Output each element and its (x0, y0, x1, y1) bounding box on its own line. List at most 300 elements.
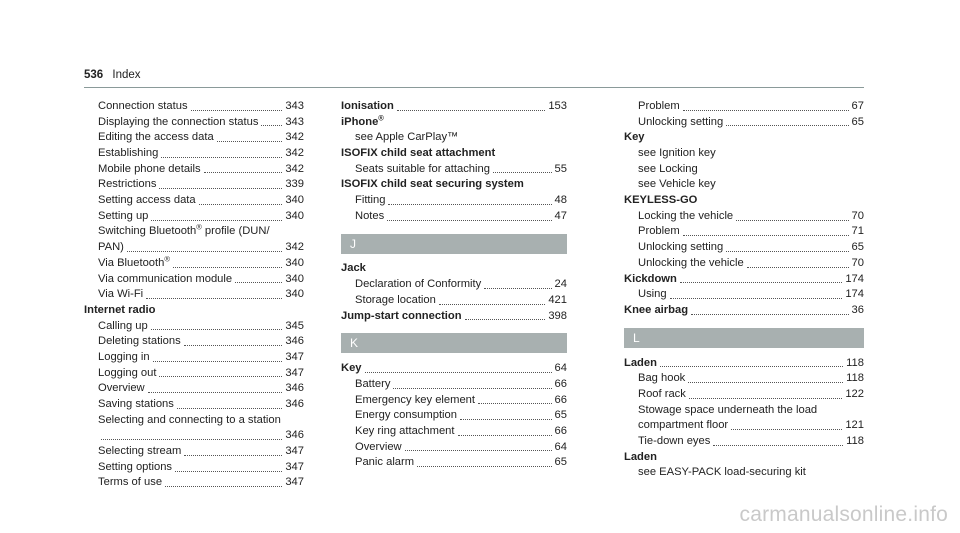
index-entry (84, 193, 304, 209)
index-entry (84, 99, 304, 115)
index-heading (341, 112, 567, 131)
leader-dots (191, 110, 283, 111)
index-heading (341, 361, 567, 377)
page-ref: 346 (285, 335, 304, 348)
entry-text (638, 224, 680, 240)
index-heading (624, 130, 864, 146)
leader-dots (465, 319, 546, 320)
leader-dots (683, 235, 849, 236)
leader-dots (736, 220, 848, 221)
entry-text (624, 450, 657, 466)
entry-text (98, 162, 201, 178)
entry-text (638, 465, 806, 481)
index-entry (84, 381, 304, 397)
index-entry (341, 377, 567, 393)
entry-label: Unlocking setting (638, 241, 724, 254)
index-entry (84, 319, 304, 335)
page-ref: 66 (554, 377, 567, 390)
entry-label: Bag hook (638, 372, 686, 385)
entry-label: Panic alarm (355, 456, 415, 469)
entry-label: Overview (355, 440, 402, 453)
entry-text (355, 130, 458, 146)
index-heading (84, 303, 304, 319)
index-column-2 (341, 99, 567, 471)
letter-heading-k: K (341, 333, 567, 353)
entry-label: Fitting (355, 194, 386, 207)
entry-text (355, 162, 490, 178)
entry-text (624, 272, 677, 288)
leader-dots (101, 439, 282, 440)
registered-mark: ® (378, 112, 384, 122)
leader-dots (175, 471, 282, 472)
entry-label: Calling up (98, 319, 148, 332)
entry-text (638, 209, 733, 225)
page-ref: 66 (554, 424, 567, 437)
entry-text (341, 177, 524, 193)
entry-label: Storage location (355, 293, 436, 306)
index-entry (84, 413, 304, 429)
entry-label: Establishing (98, 147, 159, 160)
page-ref: 342 (285, 131, 304, 144)
index-entry (84, 428, 304, 444)
entry-label: see Ignition key (638, 147, 716, 160)
entry-text (84, 303, 155, 319)
entry-label: Via Bluetooth (98, 256, 165, 269)
index-entry (84, 222, 304, 241)
leader-dots (151, 220, 282, 221)
page-ref: 340 (285, 288, 304, 301)
header-divider (84, 87, 864, 88)
entry-text (98, 475, 162, 491)
entry-label: Via Wi-Fi (98, 288, 144, 301)
index-entry (624, 177, 864, 193)
index-entry (84, 444, 304, 460)
entry-text (638, 256, 744, 272)
entry-label: Logging in (98, 350, 150, 363)
index-entry (624, 418, 864, 434)
index-entry (84, 334, 304, 350)
index-entry (624, 209, 864, 225)
entry-text (98, 444, 181, 460)
page-ref: 118 (846, 435, 864, 448)
entry-label: Mobile phone details (98, 162, 201, 175)
leader-dots (747, 267, 849, 268)
leader-dots (660, 366, 843, 367)
leader-dots (731, 429, 842, 430)
leader-dots (127, 251, 282, 252)
entry-label: Problem (638, 225, 680, 238)
entry-text (341, 261, 366, 277)
entry-text (638, 115, 723, 131)
leader-dots (148, 392, 283, 393)
entry-label: PAN) (98, 241, 124, 254)
leader-dots (689, 398, 842, 399)
entry-text (98, 397, 174, 413)
leader-dots (159, 188, 282, 189)
leader-dots (484, 288, 551, 289)
page-ref: 339 (285, 178, 304, 191)
watermark: carmanualsonline.info (739, 503, 948, 526)
index-group-j (341, 262, 567, 325)
entry-label: Selecting and connecting to a station (98, 413, 281, 426)
entry-text (355, 393, 475, 409)
index-heading (624, 303, 864, 319)
page-ref: 64 (554, 362, 567, 375)
index-entry (624, 99, 864, 115)
entry-label: Overview (98, 382, 145, 395)
page-ref: 65 (851, 115, 864, 128)
leader-dots (726, 125, 848, 126)
index-entry (84, 476, 304, 492)
entry-text (355, 293, 436, 309)
index-heading (624, 450, 864, 466)
entry-label: Displaying the connection status (98, 115, 259, 128)
entry-text (355, 424, 455, 440)
page-ref: 153 (548, 99, 567, 112)
entry-label: ISOFIX child seat attachment (341, 147, 496, 160)
index-entry (341, 162, 567, 178)
leader-dots (691, 314, 849, 315)
page-ref: 343 (285, 99, 304, 112)
index-entry (341, 424, 567, 440)
page-ref: 342 (285, 241, 304, 254)
page-ref: 36 (851, 303, 864, 316)
leader-dots (204, 172, 283, 173)
page-ref: 47 (554, 209, 567, 222)
entry-text (98, 240, 124, 256)
index-entry (84, 162, 304, 178)
leader-dots (146, 298, 282, 299)
leader-dots (726, 251, 848, 252)
entry-text (341, 309, 462, 325)
entry-text (355, 209, 384, 225)
entry-label: Locking the vehicle (638, 209, 734, 222)
index-group-k (341, 361, 567, 471)
entry-label: ISOFIX child seat securing system (341, 178, 524, 191)
page-ref: 67 (851, 99, 864, 112)
entry-text (98, 146, 158, 162)
index-entry (341, 277, 567, 293)
index-entry (341, 193, 567, 209)
page-ref: 340 (285, 256, 304, 269)
entry-text (98, 381, 145, 397)
entry-text (341, 146, 495, 162)
entry-text (98, 319, 148, 335)
entry-text (355, 377, 390, 393)
index-heading (341, 309, 567, 325)
index-entry (341, 455, 567, 471)
entry-label: Unlocking the vehicle (638, 256, 744, 269)
index-entry (624, 465, 864, 481)
leader-dots (177, 408, 282, 409)
entry-label: compartment floor (638, 419, 729, 432)
entry-text (341, 361, 362, 377)
entry-text (624, 193, 697, 209)
letter-heading-l: L (624, 328, 864, 348)
entry-text (355, 408, 457, 424)
entry-label: Battery (355, 377, 391, 390)
page-ref: 342 (285, 162, 304, 175)
page-ref: 70 (851, 209, 864, 222)
index-column-3 (624, 99, 864, 481)
index-entry (624, 287, 864, 303)
entry-text (638, 177, 716, 193)
index-entry (624, 162, 864, 178)
index-heading (624, 193, 864, 209)
page-ref: 398 (548, 309, 567, 322)
entry-text (638, 287, 667, 303)
page-header (84, 69, 141, 81)
index-group-k-cont (624, 99, 864, 319)
leader-dots (173, 267, 282, 268)
page-ref: 55 (554, 162, 567, 175)
entry-text (355, 455, 414, 471)
entry-label: iPhone (341, 115, 379, 128)
leader-dots (165, 486, 282, 487)
page-ref: 48 (554, 194, 567, 207)
index-entry (341, 130, 567, 146)
index-entry (341, 293, 567, 309)
entry-text (98, 177, 156, 193)
page-ref: 346 (285, 429, 304, 442)
entry-label: Connection status (98, 99, 188, 112)
entry-text (341, 112, 384, 131)
entry-label: see EASY-PACK load-securing kit (638, 466, 806, 479)
entry-text (341, 99, 394, 115)
entry-label: Restrictions (98, 178, 157, 191)
entry-text (98, 350, 150, 366)
index-column-1 (84, 99, 304, 491)
entry-label-cont: profile (DUN/ (201, 225, 270, 238)
index-entry (341, 209, 567, 225)
leader-dots (388, 204, 551, 205)
page-ref: 174 (845, 288, 864, 301)
entry-text (624, 303, 688, 319)
index-entry (624, 387, 864, 403)
page-ref: 345 (285, 319, 304, 332)
entry-text (98, 209, 148, 225)
leader-dots (439, 304, 545, 305)
index-entry (624, 434, 864, 450)
entry-label: KEYLESS-GO (624, 194, 698, 207)
entry-label: Editing the access data (98, 131, 214, 144)
leader-dots (405, 450, 552, 451)
index-heading (624, 272, 864, 288)
leader-dots (151, 329, 283, 330)
entry-text (98, 99, 188, 115)
registered-mark: ® (196, 222, 202, 232)
entry-text (98, 460, 172, 476)
entry-text (98, 224, 270, 240)
letter-heading-j: J (341, 234, 567, 254)
leader-dots (417, 466, 551, 467)
entry-text (624, 130, 645, 146)
index-entry (84, 115, 304, 131)
entry-label: Ionisation (341, 99, 394, 112)
entry-label: Setting options (98, 460, 173, 473)
entry-text (98, 115, 258, 131)
index-entry (624, 115, 864, 131)
leader-dots (365, 372, 552, 373)
leader-dots (261, 125, 282, 126)
section-title: Index (112, 69, 141, 81)
entry-label: Knee airbag (624, 303, 689, 316)
entry-text (98, 130, 214, 146)
index-heading (341, 177, 567, 193)
leader-dots (688, 382, 843, 383)
entry-label: Deleting stations (98, 335, 181, 348)
entry-label: see Locking (638, 162, 698, 175)
entry-label: Notes (355, 209, 385, 222)
entry-label: Logging out (98, 366, 157, 379)
entry-label: Jump-start connection (341, 309, 462, 322)
page-ref: 65 (851, 241, 864, 254)
leader-dots (493, 172, 552, 173)
index-entry (84, 272, 304, 288)
index-entry (84, 177, 304, 193)
leader-dots (184, 345, 283, 346)
entry-text (98, 256, 170, 272)
leader-dots (184, 455, 282, 456)
page-ref: 340 (285, 209, 304, 222)
entry-text (638, 434, 710, 450)
page-ref: 340 (285, 272, 304, 285)
page-ref: 346 (285, 398, 304, 411)
page-number: 536 (84, 69, 104, 81)
index-entry (84, 256, 304, 272)
page-ref: 71 (851, 225, 864, 238)
index-entry (624, 146, 864, 162)
page-ref: 70 (851, 256, 864, 269)
index-entry (624, 240, 864, 256)
page-ref: 342 (285, 147, 304, 160)
page-ref: 347 (285, 366, 304, 379)
entry-text (355, 193, 385, 209)
page-ref: 346 (285, 382, 304, 395)
entry-text (98, 366, 156, 382)
entry-text (638, 162, 698, 178)
entry-label: Jack (341, 262, 366, 275)
registered-mark: ® (164, 254, 170, 264)
entry-text (638, 403, 817, 419)
entry-label: Internet radio (84, 303, 156, 316)
entry-label: Laden (624, 450, 657, 463)
entry-label: Key (624, 131, 645, 144)
entry-label: Energy consumption (355, 409, 457, 422)
entry-label: Laden (624, 356, 657, 369)
page-ref: 174 (845, 272, 864, 285)
index-entry (341, 440, 567, 456)
entry-label: Emergency key element (355, 393, 476, 406)
index-entry (624, 256, 864, 272)
entry-label: see Vehicle key (638, 178, 716, 191)
leader-dots (159, 376, 282, 377)
leader-dots (387, 220, 551, 221)
index-entry (341, 408, 567, 424)
entry-label: Tie-down eyes (638, 435, 711, 448)
entry-text (98, 287, 143, 303)
leader-dots (153, 361, 283, 362)
index-entry (84, 240, 304, 256)
index-heading (624, 356, 864, 372)
entry-label: Key (341, 362, 362, 375)
entry-label: Switching Bluetooth (98, 225, 197, 238)
leader-dots (713, 445, 843, 446)
index-entry (84, 397, 304, 413)
index-heading (341, 99, 567, 115)
index-entry (84, 460, 304, 476)
page-ref: 347 (285, 476, 304, 489)
entry-label: Declaration of Conformity (355, 278, 482, 291)
index-entry (84, 209, 304, 225)
page-ref: 24 (554, 278, 567, 291)
entry-label: see Apple CarPlay™ (355, 131, 459, 144)
entry-text (638, 146, 716, 162)
index-entry (84, 130, 304, 146)
entry-text (98, 272, 232, 288)
index-entry (624, 225, 864, 241)
index-heading (341, 146, 567, 162)
page-ref: 118 (846, 372, 864, 385)
entry-label: Problem (638, 99, 680, 112)
index-entry (624, 403, 864, 419)
entry-text (98, 334, 181, 350)
page-ref: 65 (554, 456, 567, 469)
index-group-i (341, 99, 567, 225)
entry-text (638, 371, 685, 387)
index-heading (341, 262, 567, 278)
entry-label: Via communication module (98, 272, 233, 285)
entry-label: Setting access data (98, 194, 196, 207)
leader-dots (670, 298, 843, 299)
entry-text (638, 418, 728, 434)
entry-label: Key ring attachment (355, 424, 455, 437)
page-ref: 66 (554, 393, 567, 406)
entry-text (98, 193, 196, 209)
page-ref: 121 (845, 419, 864, 432)
entry-label: Roof rack (638, 387, 686, 400)
entry-label: Terms of use (98, 476, 163, 489)
leader-dots (478, 403, 552, 404)
page-ref: 65 (554, 409, 567, 422)
entry-label: Using (638, 288, 667, 301)
index-entry (341, 393, 567, 409)
page-ref: 347 (285, 460, 304, 473)
entry-text (638, 99, 680, 115)
entry-label: Seats suitable for attaching (355, 162, 490, 175)
leader-dots (683, 110, 849, 111)
entry-label: Saving stations (98, 398, 174, 411)
page-ref: 64 (554, 440, 567, 453)
leader-dots (199, 204, 283, 205)
entry-text (638, 387, 686, 403)
entry-label: Stowage space underneath the load (638, 403, 818, 416)
index-entry (84, 146, 304, 162)
page-ref: 343 (285, 115, 304, 128)
leader-dots (161, 157, 282, 158)
entry-label: Kickdown (624, 272, 677, 285)
index-entry (624, 371, 864, 387)
leader-dots (680, 282, 842, 283)
leader-dots (460, 419, 552, 420)
page-ref: 122 (845, 387, 864, 400)
entry-text (638, 240, 723, 256)
index-entry (84, 350, 304, 366)
entry-label: Unlocking setting (638, 115, 724, 128)
entry-text (98, 413, 281, 429)
leader-dots (217, 141, 283, 142)
leader-dots (393, 388, 551, 389)
